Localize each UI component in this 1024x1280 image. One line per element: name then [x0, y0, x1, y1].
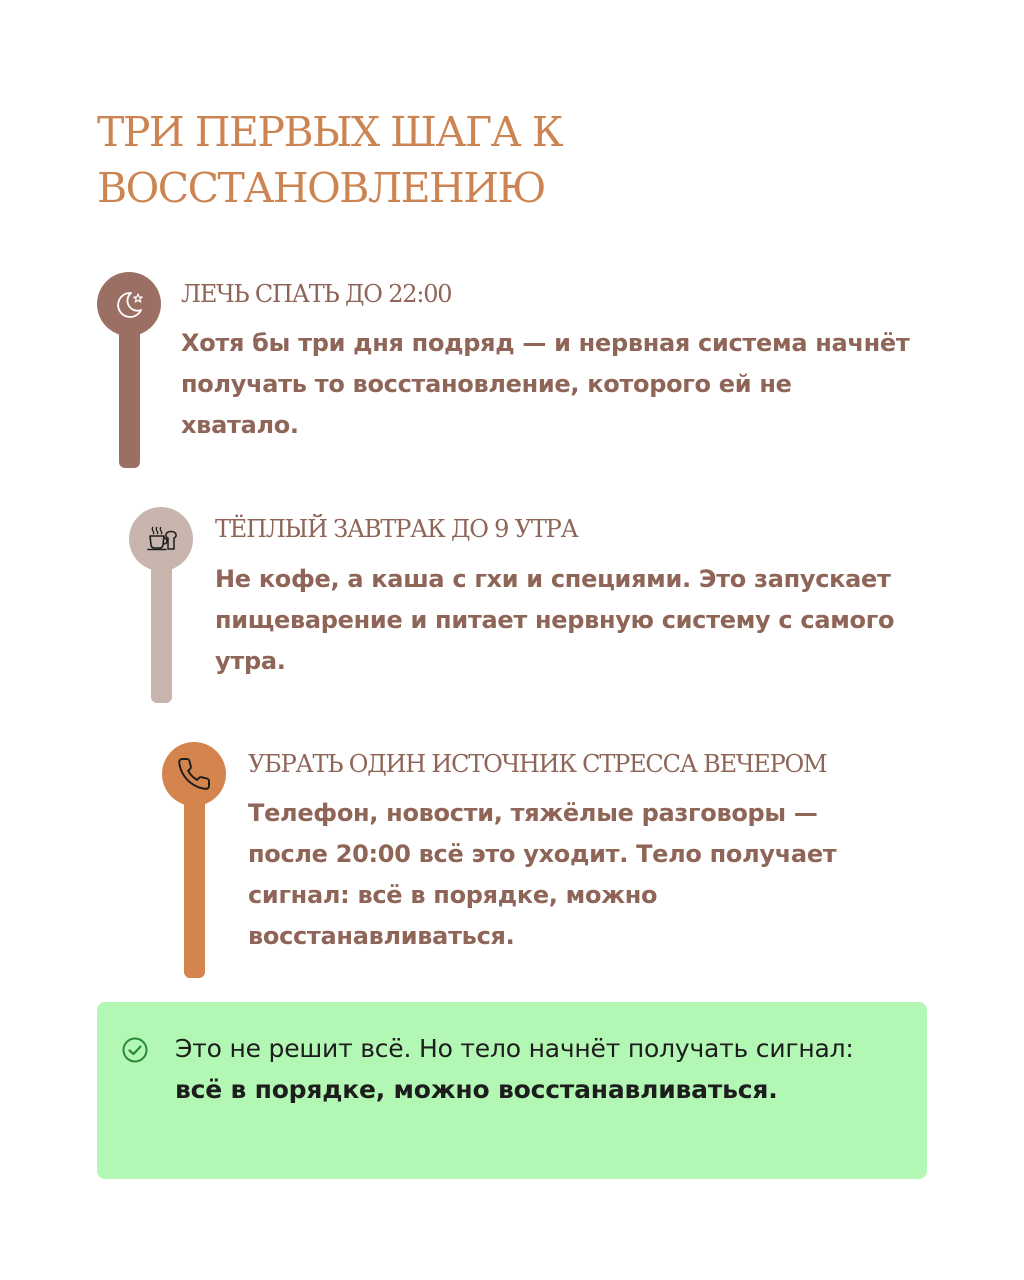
step-breakfast-heading: ТЁПЛЫЙ ЗАВТРАК ДО 9 УТРА	[215, 515, 578, 543]
phone-icon	[176, 756, 212, 792]
callout-text	[175, 1028, 895, 1110]
callout-text-bold: всё в порядке, можно восстанавливаться.	[175, 1075, 778, 1104]
page-title: ТРИ ПЕРВЫХ ШАГА К ВОССТАНОВЛЕНИЮ	[97, 108, 562, 212]
step-sleep	[97, 272, 927, 472]
step-breakfast-text: Не кофе, а каша с гхи и специями. Это запускает пищеварение и питает нервную систему с самого утра.	[215, 565, 895, 675]
summary-callout	[97, 1002, 927, 1179]
coffee-bread-icon	[140, 518, 182, 560]
callout-text-plain: Это не решит всё. Но тело начнёт получать сигнал:	[175, 1034, 854, 1063]
step-stress-stick	[184, 782, 205, 978]
check-circle-icon	[121, 1036, 149, 1064]
step-stress-heading: УБРАТЬ ОДИН ИСТОЧНИК СТРЕССА ВЕЧЕРОМ	[248, 750, 827, 778]
step-sleep-heading: ЛЕЧЬ СПАТЬ ДО 22:00	[181, 280, 452, 308]
step-stress-badge	[162, 742, 226, 806]
step-sleep-badge	[97, 272, 161, 336]
moon-star-icon	[109, 284, 149, 324]
step-stress	[162, 742, 932, 982]
step-sleep-text: Хотя бы три дня подряд — и нервная система начнёт получать то восстановление, которого ей не хватало.	[181, 329, 910, 439]
step-breakfast	[129, 507, 929, 707]
step-stress-text: Телефон, новости, тяжёлые разговоры — после 20:00 всё это уходит. Тело получает сигнал: всё в порядке, можно восстанавливаться.	[248, 799, 837, 950]
step-breakfast-badge	[129, 507, 193, 571]
